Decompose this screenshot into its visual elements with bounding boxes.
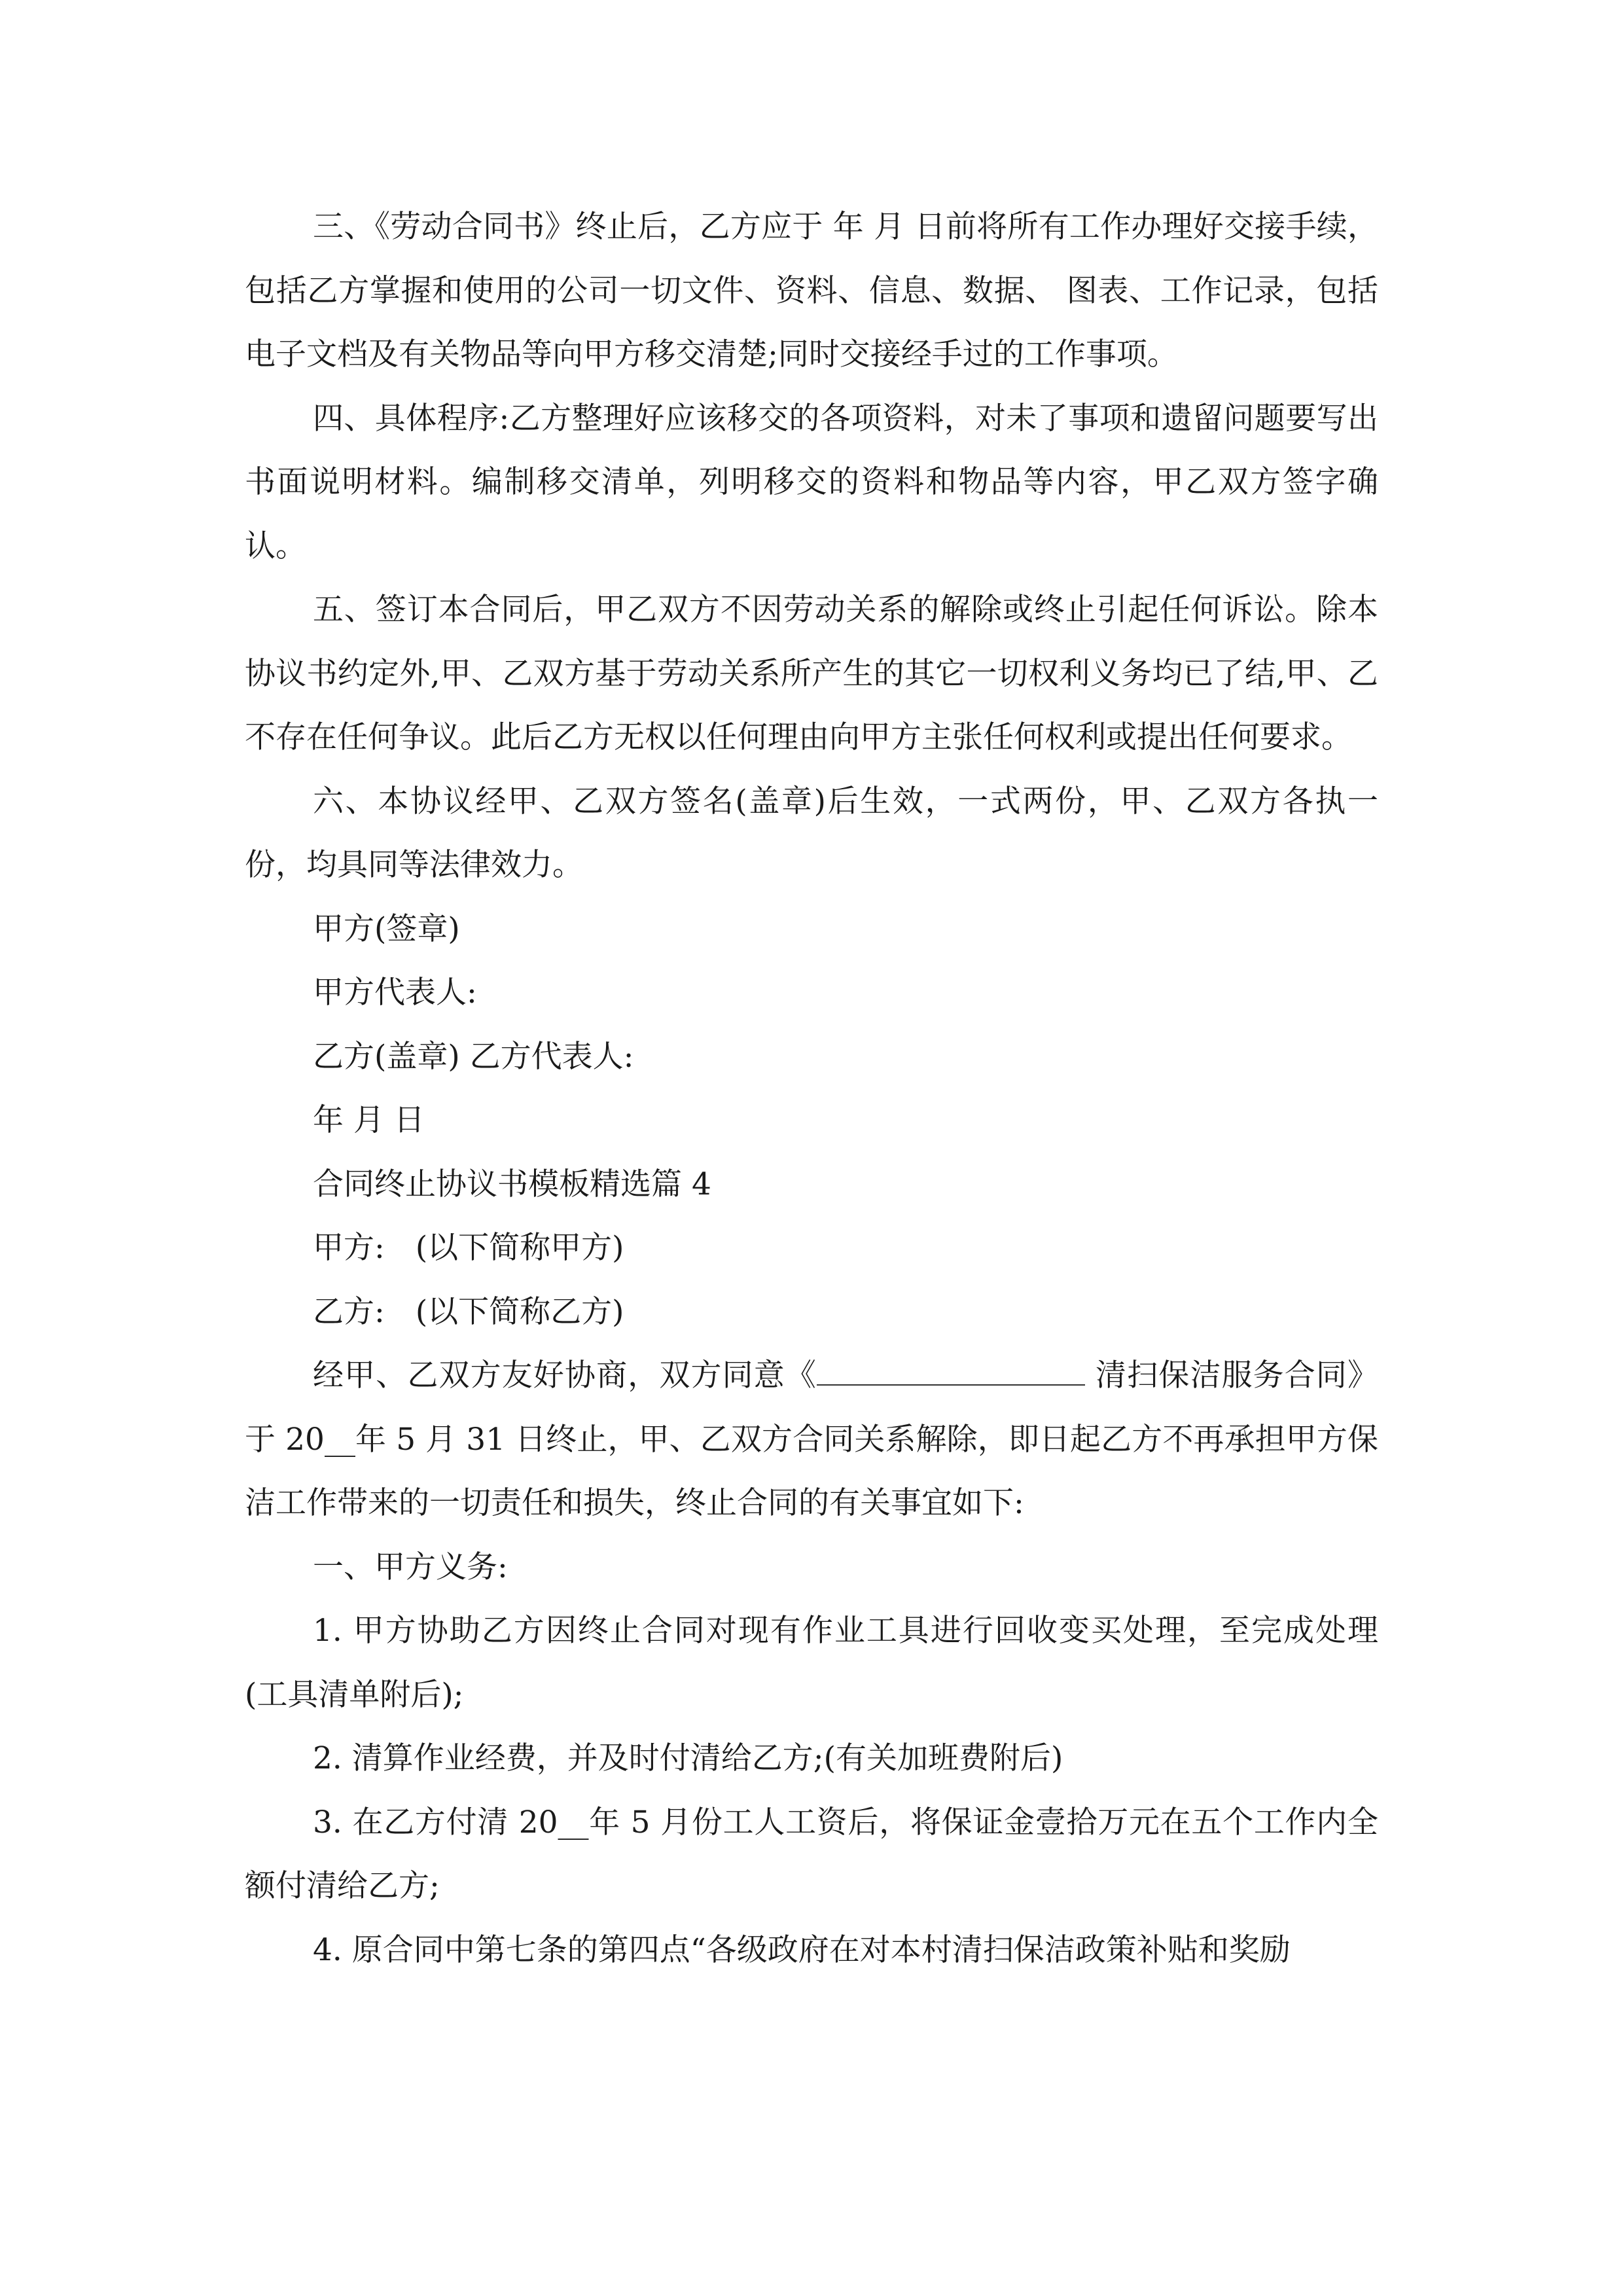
document-body — [245, 195, 1378, 1982]
clause-4: 四、具体程序:乙方整理好应该移交的各项资料，对未了事项和遗留问题要写出书面说明材料。编制移交清单，列明移交的资料和物品等内容，甲乙双方签字确认。 — [245, 400, 1378, 564]
clause-5: 五、签订本合同后，甲乙双方不因劳动关系的解除或终止引起任何诉讼。除本协议书约定外,甲、乙双方基于劳动关系所产生的其它一切权利义务均已了结,甲、乙不存在任何争议。此后乙方无权以任何理由向甲方主张任何权利或提出任何要求。 — [245, 592, 1378, 755]
party-a-line: 甲方: (以下简称甲方) — [313, 1230, 624, 1266]
signature-party-a: 甲方(签章) — [313, 910, 460, 947]
signature-party-b: 乙方(盖章) 乙方代表人: — [313, 1038, 634, 1075]
intro-prefix: 经甲、乙双方友好协商，双方同意《 — [313, 1357, 817, 1393]
duty-1: 1. 甲方协助乙方因终止合同对现有作业工具进行回收变买处理，至完成处理(工具清单附后); — [245, 1613, 1378, 1713]
clause-6: 六、本协议经甲、乙双方签名(盖章)后生效，一式两份，甲、乙双方各执一份，均具同等法律效力。 — [245, 783, 1378, 883]
duty-4: 4. 原合同中第七条的第四点“各级政府在对本村清扫保洁政策补贴和奖励 — [313, 1931, 1291, 1968]
party-b-line: 乙方: (以下简称乙方) — [313, 1293, 624, 1330]
duties-heading: 一、甲方义务: — [313, 1549, 508, 1585]
contract-name-blank — [817, 1358, 1085, 1386]
section-title: 合同终止协议书模板精选篇 4 — [313, 1166, 711, 1202]
duty-3: 3. 在乙方付清 20__年 5 月份工人工资后，将保证金壹拾万元在五个工作内全额付清给乙方; — [245, 1804, 1378, 1904]
signature-party-a-rep: 甲方代表人: — [313, 975, 477, 1011]
duty-2: 2. 清算作业经费，并及时付清给乙方;(有关加班费附后) — [313, 1740, 1063, 1776]
intro-paragraph — [245, 1344, 1378, 1535]
clause-3: 三、《劳动合同书》终止后，乙方应于 年 月 日前将所有工作办理好交接手续，包括乙方掌握和使用的公司一切文件、资料、信息、数据、 图表、工作记录，包括电子文档及有关物品等向甲方移交清楚;同时交接经手过的工作事项。 — [245, 209, 1378, 372]
signature-date: 年 月 日 — [313, 1102, 425, 1138]
intro-suffix: 清扫保洁服务合同》于 20__年 5 月 31 日终止，甲、乙双方合同关系解除，即日起乙方不再承担甲方保洁工作带来的一切责任和损失，终止合同的有关事宜如下: — [245, 1357, 1378, 1521]
